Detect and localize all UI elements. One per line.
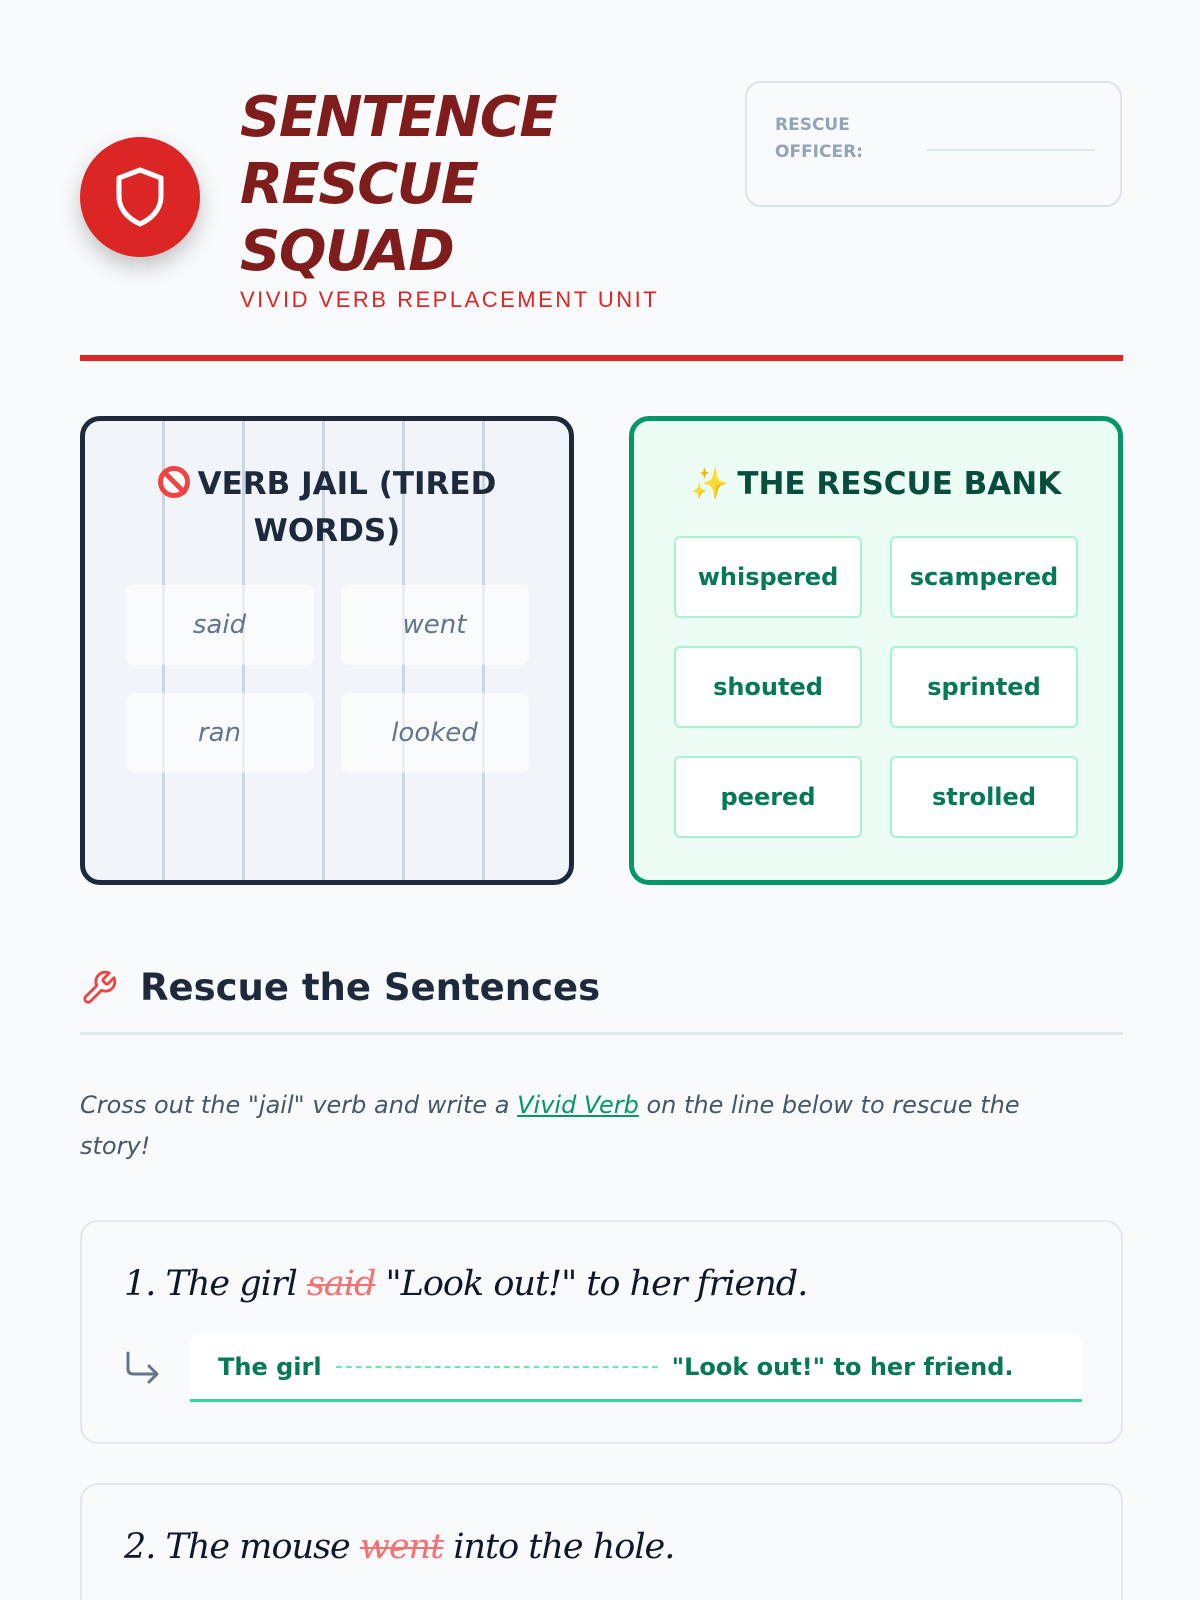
- sentence-card: [80, 1220, 1123, 1444]
- section-divider: [80, 1032, 1123, 1035]
- sentence-text: [124, 1527, 674, 1567]
- sentence-start: The girl: [165, 1264, 297, 1304]
- title-block: [240, 84, 700, 313]
- rescue-bank-title: THE RESCUE BANK: [737, 466, 1062, 502]
- rescue-word: scampered: [890, 536, 1078, 618]
- sparkles-icon: ✨: [690, 466, 730, 502]
- officer-card: [745, 81, 1122, 207]
- rescue-word: whispered: [674, 536, 862, 618]
- verb-jail-panel: [80, 416, 574, 885]
- vivid-verb-term: Vivid Verb: [517, 1091, 639, 1119]
- answer-line[interactable]: [190, 1334, 1082, 1402]
- jail-word: went: [341, 585, 529, 665]
- jail-word: looked: [341, 693, 529, 773]
- sentence-text: [124, 1264, 807, 1304]
- officer-name-line[interactable]: [927, 149, 1095, 151]
- corner-arrow-icon: [124, 1350, 162, 1384]
- instructions-text-end: on the line below to rescue the story!: [80, 1091, 1020, 1160]
- sentence-end: "Look out!" to her friend.: [385, 1264, 808, 1304]
- verb-jail-title: VERB JAIL (TIRED WORDS): [197, 466, 497, 549]
- rescue-bank-heading: [634, 461, 1118, 508]
- page-title: SENTENCE RESCUE SQUAD: [240, 85, 557, 284]
- sentence-end: into the hole.: [453, 1527, 675, 1567]
- shield-icon: [113, 166, 167, 228]
- rescue-word: shouted: [674, 646, 862, 728]
- rescue-word-grid: [634, 536, 1118, 838]
- page-subtitle: VIVID VERB REPLACEMENT UNIT: [240, 287, 660, 312]
- instructions: [80, 1085, 1080, 1167]
- verb-blank[interactable]: [336, 1366, 658, 1368]
- instructions-text-start: Cross out the "jail" verb and write a: [80, 1091, 518, 1119]
- rescue-word: peered: [674, 756, 862, 838]
- section-heading: [80, 966, 600, 1009]
- rescue-bank-panel: [629, 416, 1123, 885]
- section-title: Rescue the Sentences: [140, 966, 601, 1009]
- rescue-word: strolled: [890, 756, 1078, 838]
- sentence-number: 2.: [124, 1527, 156, 1567]
- tired-verb: went: [359, 1527, 444, 1567]
- jail-word: ran: [126, 693, 314, 773]
- sentence-start: The mouse: [165, 1527, 350, 1567]
- header-divider: [80, 355, 1123, 361]
- tired-verb: said: [306, 1264, 376, 1304]
- wrench-icon: [80, 969, 118, 1007]
- jail-word-grid: [85, 585, 569, 773]
- answer-start: The girl: [218, 1352, 322, 1381]
- verb-jail-heading: [85, 461, 569, 555]
- sentence-number: 1.: [124, 1264, 156, 1304]
- answer-end: "Look out!" to her friend.: [671, 1352, 1014, 1381]
- rescue-word: sprinted: [890, 646, 1078, 728]
- officer-label: RESCUE OFFICER:: [775, 115, 863, 162]
- sentence-card: [80, 1483, 1123, 1600]
- shield-badge: [80, 137, 200, 257]
- prohibited-icon: [158, 466, 190, 498]
- jail-word: said: [126, 585, 314, 665]
